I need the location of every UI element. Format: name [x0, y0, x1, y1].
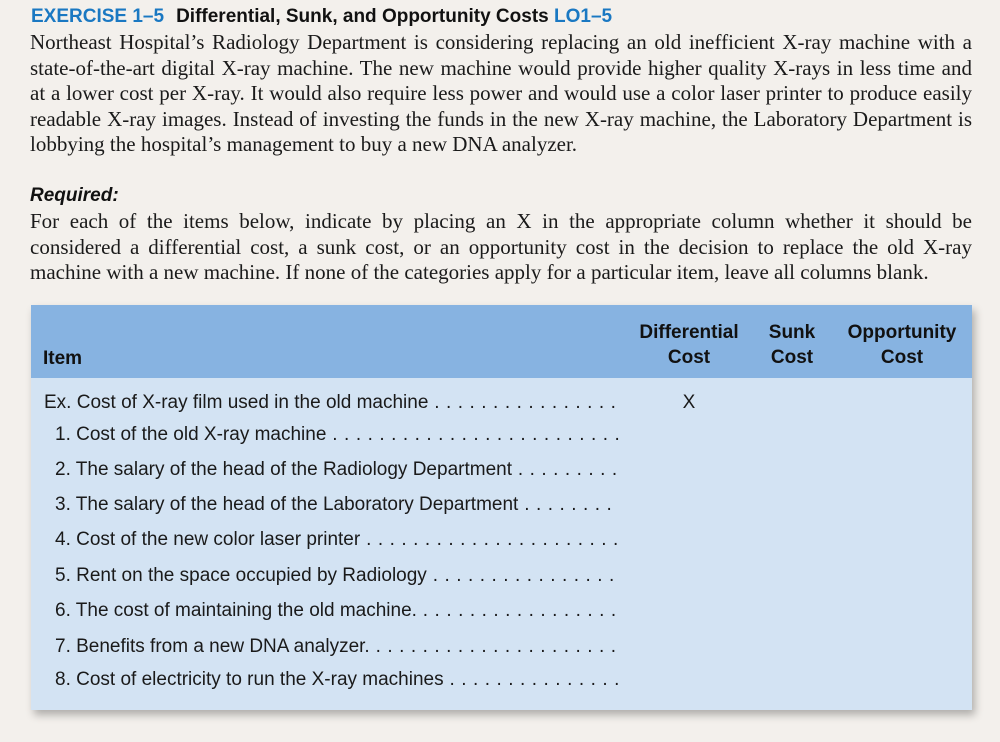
table-row [31, 456, 972, 484]
table-row [31, 562, 972, 590]
cost-classification-table [31, 305, 972, 710]
header-differential-cost: Differential Cost [639, 322, 739, 368]
row-item-label: 6. The cost of maintaining the old machine. . . . [55, 597, 620, 625]
differential-cost-cell: X [682, 392, 696, 413]
table-row [31, 666, 972, 694]
intro-paragraph: Northeast Hospital’s Radiology Department is considering replacing an old inefficient X-ray machine with a state-of-the-art digital X-ray machine. The new machine would provide higher quality X-rays in less time and at a lower cost per X-ray. It would also require less power and would use a color laser printer to produce easily readable X-ray images. Instead of investing the funds in the new X-ray machine, the Laboratory Department is lobbying the hospital’s management to buy a new DNA analyzer. [30, 30, 972, 156]
table-row [31, 597, 972, 625]
row-item-label: 8. Cost of electricity to run the X-ray machines . . . [55, 666, 620, 694]
header-item: Item [43, 348, 83, 369]
table-row [31, 389, 972, 417]
row-item-label: Ex. Cost of X-ray film used in the old machine . . . [44, 389, 620, 417]
row-item-label: 5. Rent on the space occupied by Radiology . . . [55, 562, 620, 590]
exercise-heading [31, 5, 612, 29]
table-row [31, 526, 972, 554]
header-opportunity-cost: Opportunity Cost [847, 322, 957, 368]
exercise-number: EXERCISE 1–5 [31, 6, 165, 27]
row-item-label: 1. Cost of the old X-ray machine . . . [55, 421, 620, 449]
exercise-title: Differential, Sunk, and Opportunity Costs [176, 6, 549, 27]
table-row [31, 491, 972, 519]
learning-objective: LO1–5 [554, 6, 613, 27]
header-sunk-cost: Sunk Cost [768, 322, 816, 368]
required-label: Required: [30, 185, 119, 206]
required-paragraph: For each of the items below, indicate by placing an X in the appropriate column whether it should be considered a differential cost, a sunk cost, or an opportunity cost in the decision to replace the old X-ray machine with a new machine. If none of the categories apply for a particular item, leave all columns blank. [30, 209, 972, 284]
row-item-label: 2. The salary of the head of the Radiology Department . . . [55, 456, 620, 484]
row-item-label: 7. Benefits from a new DNA analyzer. . . . [55, 633, 620, 661]
table-row [31, 421, 972, 449]
row-item-label: 3. The salary of the head of the Laboratory Department . . . [55, 491, 620, 519]
table-row [31, 633, 972, 661]
table-header [31, 305, 972, 378]
row-item-label: 4. Cost of the new color laser printer . . . [55, 526, 620, 554]
